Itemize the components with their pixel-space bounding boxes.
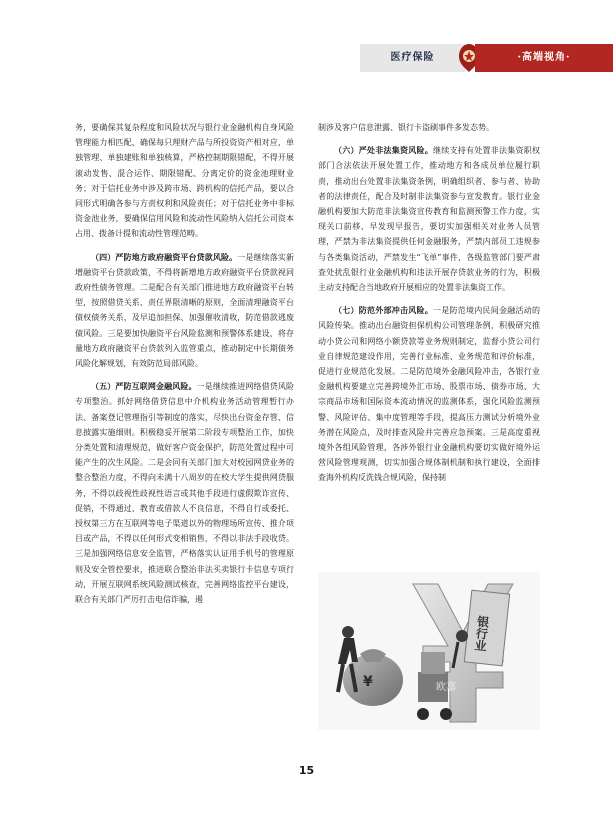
figure-watermark-text: 欧嘉 — [436, 682, 456, 693]
paragraph-text: 一是继续落实新增融资平台贷款政策，不得将新增地方政府融资平台贷款视同政府性债务管理。二是配合有关部门推进地方政府融资平台转型，按照借贷关系、责任界限清晰的原则，全面清理融资平台债权债务关系，及早追加担保、加强催收清收，防范借款逃废债风险。三是要加快融资平台风险监测和预警体系建设，将存量地方政府融资平台贷款列入监管重点，推动制定中长期债务风险化解规划，有效防范局部风险。 — [75, 252, 294, 369]
section-heading: （四）严防地方政府融资平台贷款风险。 — [91, 252, 238, 262]
page-header — [360, 44, 613, 72]
illustration-banking-yen — [318, 572, 540, 730]
paragraph-text: 务，要确保其复杂程度和风险状况与银行业金融机构自身风险管理能力相匹配，确保每只理财产品与所投资资产相对应，单独管理、单独建账和单独核算，严格控制期限错配，不得开展滚动发售、混合运作、期限错配、分离定价的资金池理财业务；对于信托业务中涉及跨市场、跨机构的信托产品，要以合同形式明确各参与方责权利和风险责任；对于信托业务中非标资金池业务，要确保信用风险和流动性风险纳入信托公司资本占用、拨备计提和流动性管理范畴。 — [75, 123, 294, 239]
right-column — [318, 120, 540, 494]
paragraph-text: 制涉及客户信息泄露、银行卡盗刷事件多发态势。 — [318, 123, 494, 132]
paragraph-text: 一是防范境内民间金融活动的风险传染。推动出台融资担保机构公司管理条例，积极研究推动小贷公司和网络小额贷款等业务规则制定，监督小贷公司行业自律规范建设作用，完善行业标准、业务规范和评价标准，促进行业规范化发展。二是防范境外金融风险冲击，各银行业金融机构要建立完善跨境外汇市场、股票市场、债券市场、大宗商品市场和国际资本流动情况的监测体系，强化风险监测预警、风险评估、集中度管理等手段，提高压力测试分析境外业务潜在风险点，及时排查风险并完善应急预案。三是高度重视境外各组风险管理，各涉外银行业金融机构要切实做好境外运营风险管理观测，切实加强合规体制机制和执行建设，全面排查海外机构反洗钱合规风险，保持制 — [318, 306, 540, 483]
paragraph-section-6 — [318, 143, 540, 295]
paragraph-text: 一是继续推进网络借贷风险专项整治。抓好网络借贷信息中介机构业务活动管理暂行办法、备案登记管理指引等制度的落实，尽快出台资金存管、信息披露实施细则。积极稳妥开展第二阶段专项整治工作，加快分类处置和清理规范，做好客户资金保护，防范处置过程中可能产生的次生风险。二是会同有关部门加大对校园网贷业务的整合整治力度，不得向未满十八周岁的在校大学生提供网贷服务，不得以歧视性歧视性语言或其他手段进行虚假欺诈宣传、促销，不得通过、教育或借款人不良信息，不得自行或委托、授权第三方在互联网等电子渠道以外的物理场所宣传、推介项目或产品，不得以任何形式变相销售，不得以非法手段收贷。三是加强网络信息安全监管，严格落实认证用手机号的管理原则及安全管控要求，推进联合整治非法买卖银行卡信息专项行动，开展互联网系统风险测试核查，完善网络监控平台建设，联合有关部门严厉打击电信诈骗，遏 — [75, 382, 294, 605]
bank-sign-text: 银行业 — [472, 614, 491, 653]
page-number: 15 — [298, 764, 315, 777]
paragraph-continuation — [318, 120, 540, 135]
header-section-label: ·高端视角· — [475, 44, 613, 72]
paragraph-text: 继续支持有处置非法集资职权部门合法依法开展处置工作，推动地方和各成员单位履行职责，推动出台处置非法集资条例，明确组织者、参与者、协助者的法律责任，配合及时制非法集资参与宣发教育。银行业金融机构要加大防范非法集资宣传教育和监测预警工作力度，实现关口前移、早发现早报告，要切实加强相关对业务人员管理，严禁为非法集资提供任何金融服务，严禁内部员工违规参与各类集资活动，严禁发生“飞单”事件，各级监管部门要严肃查处扰乱银行业金融机构和违法开展存贷款业务的行为，积极主动支持配合当地政府开展相应的处置非法集资工作。 — [318, 146, 540, 293]
paragraph-section-7 — [318, 303, 540, 485]
paragraph-section-4 — [75, 250, 294, 372]
section-heading: （七）防范外部冲击风险。 — [334, 306, 433, 316]
section-heading: （六）严处非法集资风险。 — [334, 146, 433, 156]
paragraph-section-5 — [75, 379, 294, 607]
header-left-label: 医疗保险 — [360, 44, 465, 72]
section-heading: （五）严防互联网金融风险。 — [91, 382, 197, 392]
bank-sign-icon — [464, 590, 509, 666]
left-column — [75, 120, 294, 615]
paragraph-continuation — [75, 120, 294, 242]
svg-text:¥: ¥ — [363, 674, 373, 690]
